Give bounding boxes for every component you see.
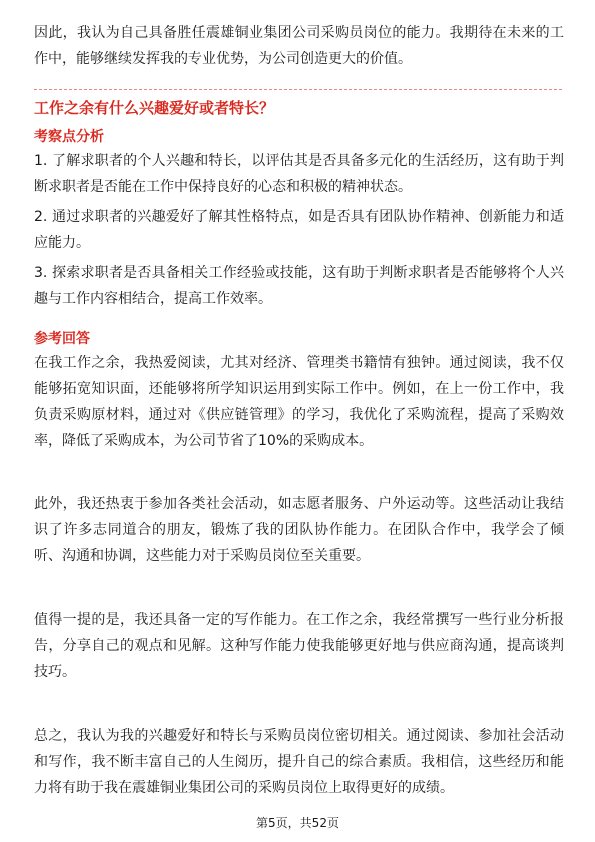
answer-paragraph-3: 值得一提的是，我还具备一定的写作能力。在工作之余，我经常撰写一些行业分析报告，分享自己的观点和见解。这种写作能力使我能够更好地与供应商沟通，提高谈判技巧。: [34, 612, 564, 680]
page-number-footer: 第5页，共52页: [256, 816, 339, 830]
analysis-point-3: 3. 探索求职者是否具备相关工作经验或技能，这有助于判断求职者是否能够将个人兴趣与工作内容相结合，提高工作效率。: [34, 265, 564, 307]
analysis-heading: 考察点分析: [34, 129, 104, 145]
answer-heading: 参考回答: [34, 331, 90, 347]
answer-paragraph-4: 总之，我认为我的兴趣爱好和特长与采购员岗位密切相关。通过阅读、参加社会活动和写作，我不断丰富自己的人生阅历，提升自己的综合素质。我相信，这些经历和能力将有助于我在震雄铜业集团公司的采购员岗位上取得更好的成绩。: [34, 728, 564, 796]
answer-paragraph-1: 在我工作之余，我热爱阅读，尤其对经济、管理类书籍情有独钟。通过阅读，我不仅能够拓宽知识面，还能够将所学知识运用到实际工作中。例如，在上一份工作中，我负责采购原材料，通过对《供应链管理》的学习，我优化了采购流程，提高了采购效率，降低了采购成本，为公司节省了10%的采购成本。: [34, 355, 564, 449]
analysis-point-2: 2. 通过求职者的兴趣爱好了解其性格特点，如是否具有团队协作精神、创新能力和适应能力。: [34, 209, 564, 251]
answer-paragraph-2: 此外，我还热衷于参加各类社会活动，如志愿者服务、户外运动等。这些活动让我结识了许多志同道合的朋友，锻炼了我的团队协作能力。在团队合作中，我学会了倾听、沟通和协调，这些能力对于采购员岗位至关重要。: [34, 496, 564, 564]
question-heading: 工作之余有什么兴趣爱好或者特长？: [34, 99, 275, 117]
intro-paragraph: 因此，我认为自己具备胜任震雄铜业集团公司采购员岗位的能力。我期待在未来的工作中，能够继续发挥我的专业优势，为公司创造更大的价值。: [34, 25, 564, 67]
analysis-point-1: 1. 了解求职者的个人兴趣和特长，以评估其是否具备多元化的生活经历，这有助于判断求职者是否能在工作中保持良好的心态和积极的精神状态。: [34, 153, 564, 195]
section-divider: [34, 89, 562, 90]
